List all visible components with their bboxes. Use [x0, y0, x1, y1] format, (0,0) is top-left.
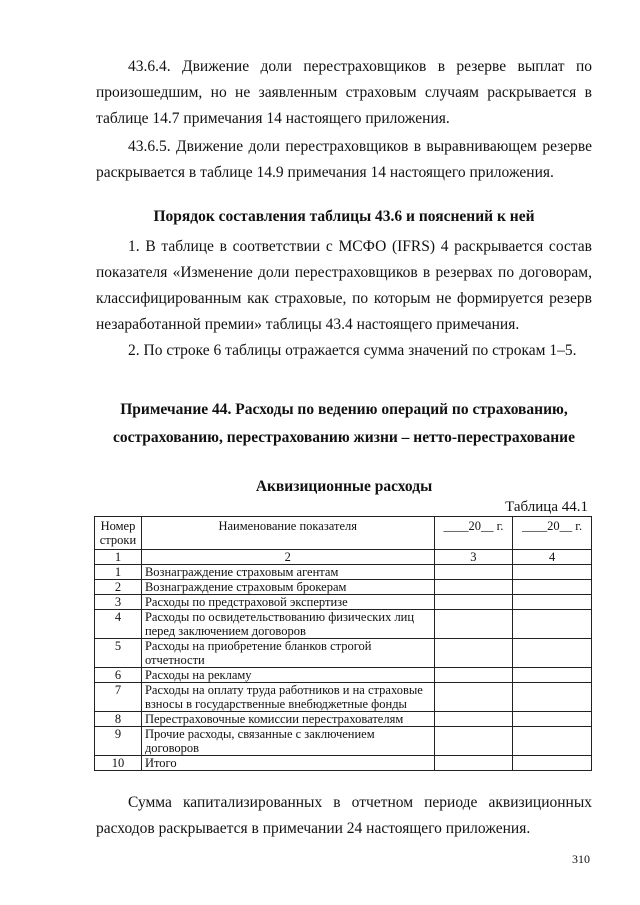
value-cell: [513, 756, 592, 771]
header-year-1: ____20__ г.: [434, 517, 513, 550]
closing-paragraph: Сумма капитализированных в отчетном периоде аквизиционных расходов раскрывается в примечании 24 настоящего приложения.: [96, 794, 592, 837]
acquisition-costs-table: [94, 516, 592, 771]
row-indicator: Расходы по предстраховой экспертизе: [141, 595, 434, 610]
value-cell: [513, 595, 592, 610]
column-number-row: [95, 550, 592, 565]
page-number: 310: [572, 852, 590, 866]
table-row: [95, 639, 592, 668]
header-row-number: Номер строки: [95, 517, 142, 550]
value-cell: [434, 727, 513, 756]
table-header-row: [95, 517, 592, 550]
row-number: 10: [95, 756, 142, 771]
table-row: [95, 668, 592, 683]
column-number: 4: [513, 550, 592, 565]
row-indicator: Расходы на приобретение бланков строгой отчетности: [141, 639, 434, 668]
table-row: [95, 712, 592, 727]
table-row: [95, 727, 592, 756]
row-number: 1: [95, 565, 142, 580]
table-row: [95, 565, 592, 580]
table-row: [95, 580, 592, 595]
row-number: 8: [95, 712, 142, 727]
row-indicator: Расходы по освидетельствованию физических лиц перед заключением договоров: [141, 610, 434, 639]
row-number: 6: [95, 668, 142, 683]
column-number: 3: [434, 550, 513, 565]
row-number: 3: [95, 595, 142, 610]
value-cell: [434, 712, 513, 727]
table-row: [95, 595, 592, 610]
value-cell: [434, 580, 513, 595]
note-44-heading: Примечание 44. Расходы по ведению операций по страхованию, сострахованию, перестрахованию жизни – нетто-перестрахование: [112, 401, 575, 446]
row-number: 9: [95, 727, 142, 756]
row-indicator: Вознаграждение страховым брокерам: [141, 580, 434, 595]
procedure-paragraph-1: 1. В таблице в соответствии с МСФО (IFRS) 4 раскрывается состав показателя «Изменение доли перестраховщиков в резервах по договорам, классифицированным как страховые, по которым не формируется резерв незаработанной премии» таблицы 43.4 настоящего примечания.: [96, 238, 592, 333]
value-cell: [434, 565, 513, 580]
table-caption: Таблица 44.1: [505, 499, 588, 515]
row-indicator: Расходы на рекламу: [141, 668, 434, 683]
value-cell: [513, 712, 592, 727]
value-cell: [513, 580, 592, 595]
row-indicator: Итого: [141, 756, 434, 771]
row-indicator: Расходы на оплату труда работников и на страховые взносы в государственные внебюджетные фонды: [141, 683, 434, 712]
paragraph-43-6-5: 43.6.5. Движение доли перестраховщиков в выравнивающем резерве раскрывается в таблице 14.9 примечания 14 настоящего приложения.: [96, 138, 592, 181]
table-row: [95, 683, 592, 712]
value-cell: [513, 610, 592, 639]
value-cell: [434, 756, 513, 771]
value-cell: [434, 668, 513, 683]
row-number: 4: [95, 610, 142, 639]
table-row: [95, 610, 592, 639]
acquisition-heading: Аквизиционные расходы: [255, 478, 433, 495]
value-cell: [434, 683, 513, 712]
header-year-2: ____20__ г.: [513, 517, 592, 550]
value-cell: [434, 610, 513, 639]
value-cell: [513, 727, 592, 756]
procedure-paragraph-2: 2. По строке 6 таблицы отражается сумма значений по строкам 1–5.: [128, 342, 577, 359]
row-indicator: Вознаграждение страховым агентам: [141, 565, 434, 580]
procedure-heading: Порядок составления таблицы 43.6 и пояснений к ней: [153, 208, 535, 225]
value-cell: [513, 565, 592, 580]
row-number: 7: [95, 683, 142, 712]
value-cell: [513, 639, 592, 668]
column-number: 1: [95, 550, 142, 565]
paragraph-43-6-4: 43.6.4. Движение доли перестраховщиков в резерве выплат по произошедшим, но не заявленным страховым случаям раскрывается в таблице 14.7 примечания 14 настоящего приложения.: [96, 58, 592, 127]
row-number: 5: [95, 639, 142, 668]
header-indicator: Наименование показателя: [141, 517, 434, 550]
value-cell: [434, 595, 513, 610]
value-cell: [434, 639, 513, 668]
column-number: 2: [141, 550, 434, 565]
table-row: [95, 756, 592, 771]
row-indicator: Перестраховочные комиссии перестрахователям: [141, 712, 434, 727]
row-number: 2: [95, 580, 142, 595]
value-cell: [513, 683, 592, 712]
row-indicator: Прочие расходы, связанные с заключением договоров: [141, 727, 434, 756]
value-cell: [513, 668, 592, 683]
